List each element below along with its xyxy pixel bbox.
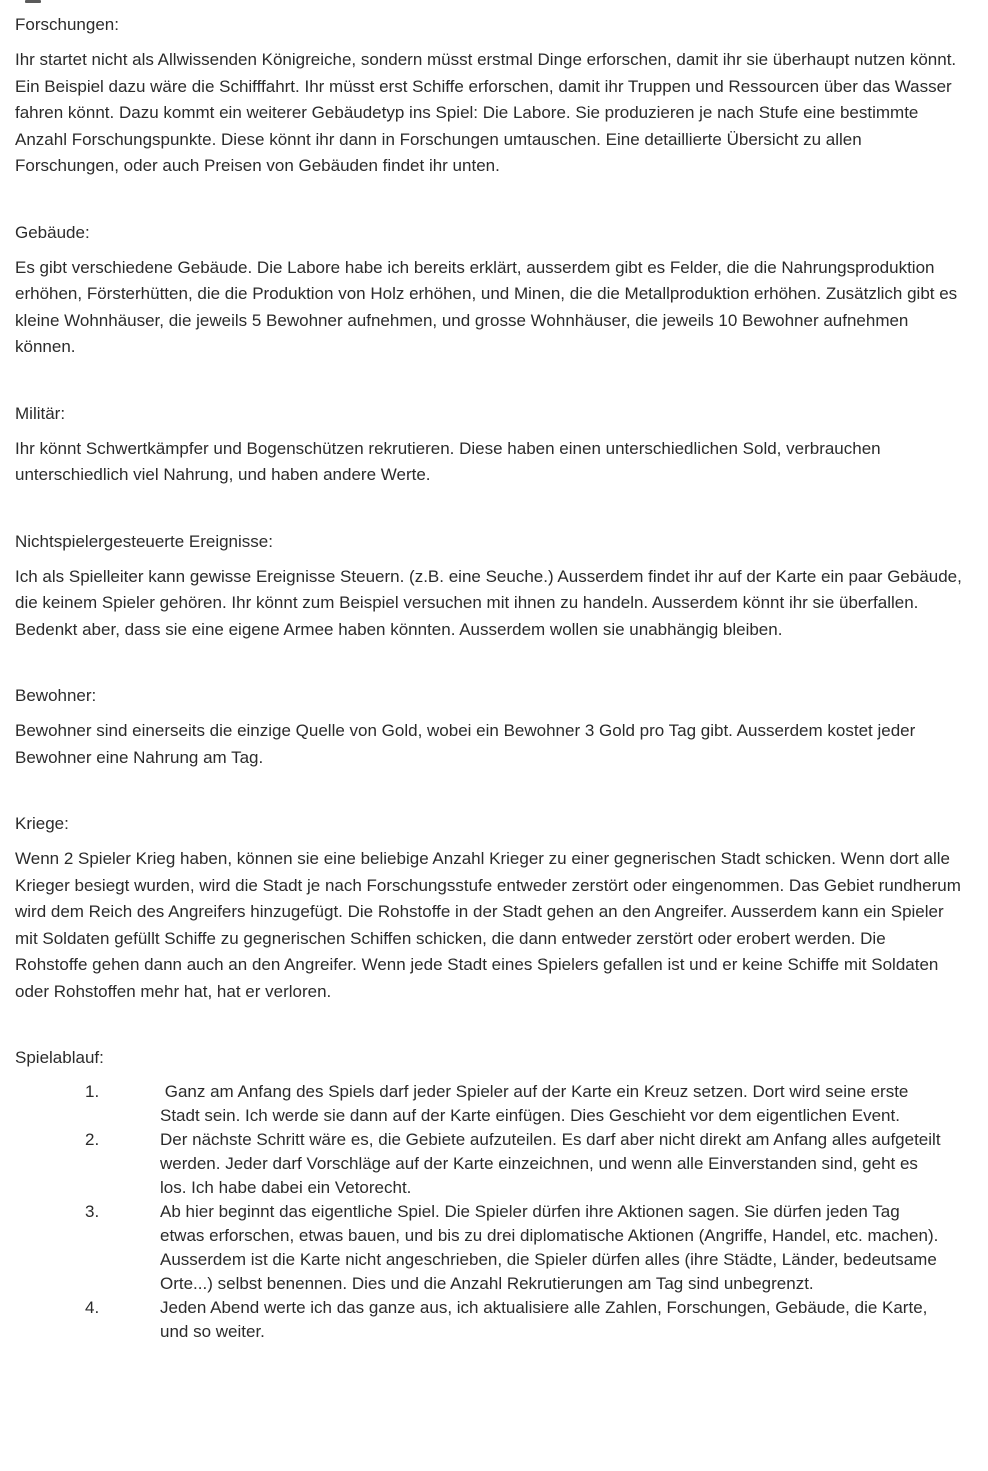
section-heading-ereignisse: Nichtspielergesteuerte Ereignisse: [15, 531, 273, 551]
list-item-text: Jeden Abend werte ich das ganze aus, ich aktualisiere alle Zahlen, Forschungen, Gebäude, die Karte, und so weiter. [160, 1298, 928, 1341]
section-heading-kriege: Kriege: [15, 814, 69, 833]
section-bewohner [15, 683, 962, 771]
paragraph-kriege: Wenn 2 Spieler Krieg haben, können sie eine beliebige Anzahl Krieger zu einer gegnerischen Stadt schicken. Wenn dort alle Krieger besiegt wurden, wird die Stadt je nach Forschungsstufe entweder zerstört oder eingenommen. Das Gebiet rundherum wird dem Reich des Angreifers hinzugefügt. Die Rohstoffe in der Stadt gehen an den Angreifer. Ausserdem kann ein Spieler mit Soldaten gefüllt Schiffe zu gegnerischen Schiffen schicken, die dann entweder zerstört oder erobert werden. Die Rohstoffe gehen dann auch an den Angreifer. Wenn jede Stadt eines Spielers gefallen ist und er keine Schiffe mit Soldaten oder Rohstoffen mehr hat, hat er verloren. [15, 849, 961, 1001]
list-item-number: 4. [85, 1298, 100, 1317]
section-heading-militaer: Militär: [15, 403, 66, 423]
list-item-text: Ab hier beginnt das eigentliche Spiel. Die Spieler dürfen ihre Aktionen sagen. Sie dürfen jeden Tag etwas erforschen, etwas bauen, und bis zu drei diplomatische Aktionen (Angriffe, Handel, etc. machen). Ausserdem ist die Karte nicht angeschrieben, die Spieler dürfen alles (ihre Städte, Länder, bedeutsame Orte...) selbst benennen. Dies und die Anzahl Rekrutierungen am Tag sind unbegrenzt. [160, 1202, 939, 1293]
list-item-number: 1. [85, 1082, 100, 1101]
section-heading-spielablauf: Spielablauf: [15, 1048, 104, 1067]
section-spielablauf [15, 1045, 962, 1344]
list-item-text: Der nächste Schritt wäre es, die Gebiete aufzuteilen. Es darf aber nicht direkt am Anfang alles aufgeteilt werden. Jeder darf Vorschläge auf der Karte einzeichnen, und wenn alle Einverstanden sind, geht es los. Ich habe dabei ein Vetorecht. [160, 1130, 941, 1197]
spielablauf-list [15, 1080, 962, 1344]
paragraph-bewohner: Bewohner sind einerseits die einzige Quelle von Gold, wobei ein Bewohner 3 Gold pro Tag gibt. Ausserdem kostet jeder Bewohner eine Nahrung am Tag. [15, 721, 916, 767]
list-item [15, 1296, 962, 1344]
list-item-number: 3. [85, 1202, 100, 1221]
list-item-number: 2. [85, 1130, 100, 1149]
list-item [15, 1128, 962, 1200]
section-gebaeude [15, 220, 962, 361]
section-heading-bewohner: Bewohner: [15, 686, 97, 705]
paragraph-forschungen: Ihr startet nicht als Allwissenden Königreiche, sondern müsst erstmal Dinge erforschen, damit ihr sie überhaupt nutzen könnt. Ein Beispiel dazu wäre die Schifffahrt. Ihr müsst erst Schiffe erforschen, damit ihr Truppen und Ressourcen über das Wasser fahren könnt. Dazu kommt ein weiterer Gebäudetyp ins Spiel: Die Labore. Sie produzieren je nach Stufe eine bestimmte Anzahl Forschungspunkte. Diese könnt ihr dann in Forschungen umtauschen. Eine detaillierte Übersicht zu allen Forschungen, oder auch Preisen von Gebäuden findet ihr unten. [15, 50, 957, 175]
paragraph-gebaeude: Es gibt verschiedene Gebäude. Die Labore habe ich bereits erklärt, ausserdem gibt es Felder, die die Nahrungsproduktion erhöhen, Försterhütten, die die Produktion von Holz erhöhen, und Minen, die die Metallproduktion erhöhen. Zusätzlich gibt es kleine Wohnhäuser, die jeweils 5 Bewohner aufnehmen, und grosse Wohnhäuser, die jeweils 10 Bewohner aufnehmen können. [15, 257, 958, 356]
cropped-text-artifact [25, 0, 41, 3]
section-kriege [15, 811, 962, 1005]
section-heading-gebaeude: Gebäude: [15, 222, 90, 242]
list-item [15, 1080, 962, 1128]
list-item [15, 1200, 962, 1296]
section-militaer [15, 401, 962, 489]
paragraph-ereignisse: Ich als Spielleiter kann gewisse Ereignisse Steuern. (z.B. eine Seuche.) Ausserdem findet ihr auf der Karte ein paar Gebäude, die keinem Spieler gehören. Ihr könnt zum Beispiel versuchen mit ihnen zu handeln. Ausserdem könnt ihr sie überfallen. Bedenkt aber, dass sie eine eigene Armee haben könnten. Ausserdem wollen sie unabhängig bleiben. [15, 566, 962, 639]
section-ereignisse [15, 529, 962, 644]
list-item-text: Ganz am Anfang des Spiels darf jeder Spieler auf der Karte ein Kreuz setzen. Dort wird seine erste Stadt sein. Ich werde sie dann auf der Karte einfügen. Dies Geschieht vor dem eigentlichen Event. [160, 1082, 909, 1125]
section-heading-forschungen: Forschungen: [15, 15, 119, 34]
paragraph-militaer: Ihr könnt Schwertkämpfer und Bogenschützen rekrutieren. Diese haben einen unterschiedlichen Sold, verbrauchen unterschiedlich viel Nahrung, und haben andere Werte. [15, 438, 881, 484]
section-forschungen [15, 12, 962, 180]
